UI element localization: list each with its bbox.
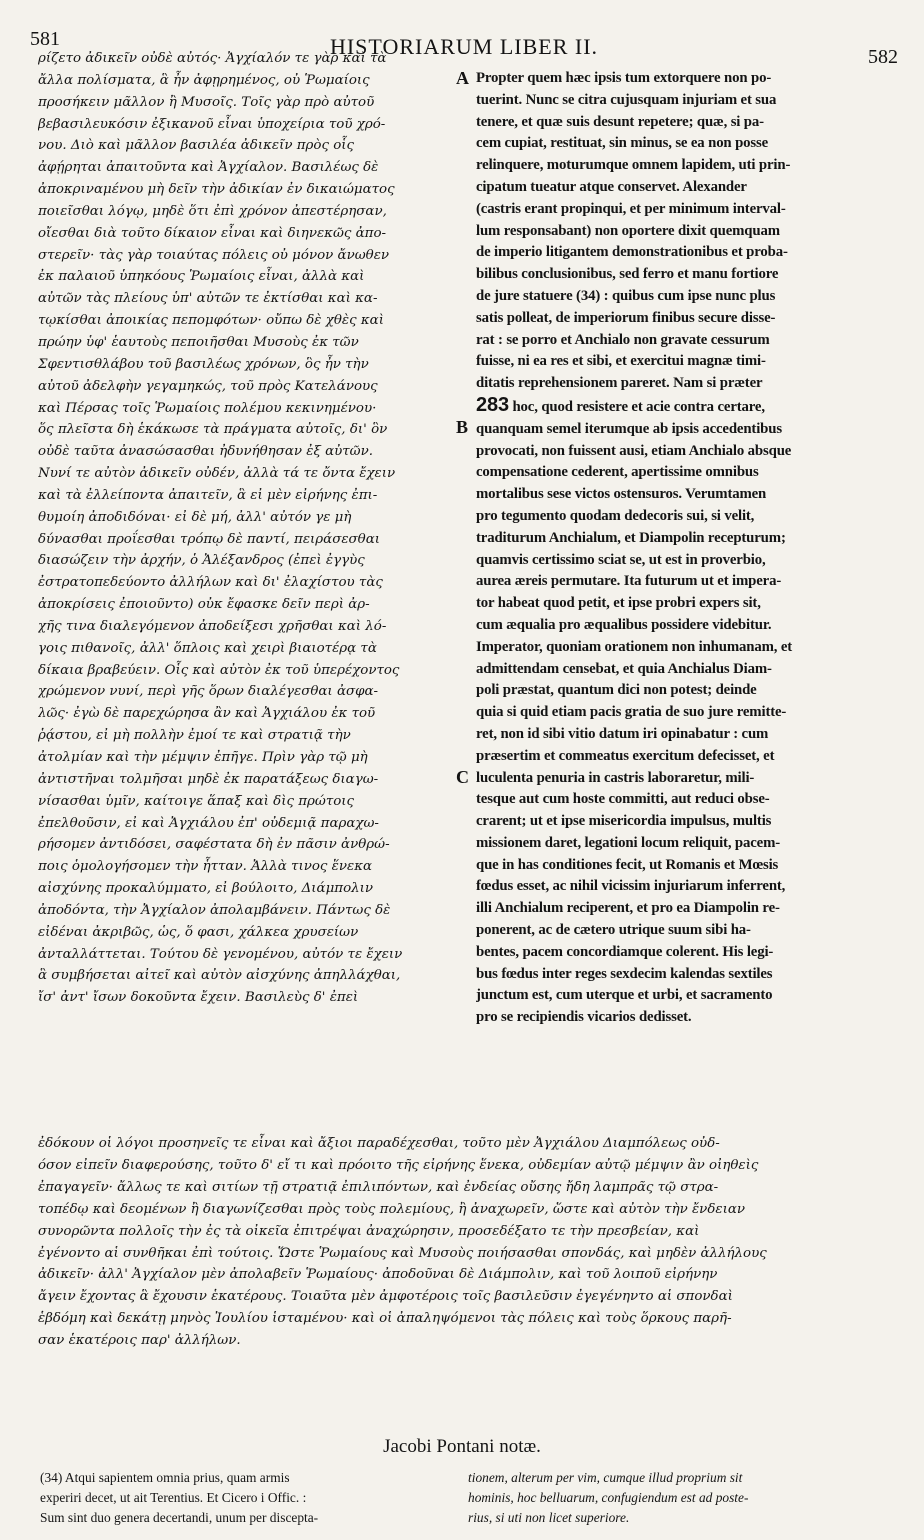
latin-line: provocati, non fuissent ausi, etiam Anchialo absque bbox=[476, 442, 792, 459]
greek-line: ρήσομεν ἀντιδόσει, σαφέστατα δὴ ἐν πᾶσιν ἀνθρώ- bbox=[38, 837, 390, 853]
latin-line: tesque aut cum hoste committi, aut reduci obse- bbox=[476, 791, 770, 808]
greek-line: βεβασιλευκόσιν ἐξικανοῦ εἶναι ὑποχείρια τοῦ χρό- bbox=[38, 116, 386, 132]
latin-line: præsertim et commeatus exercitum defecisset, et bbox=[476, 747, 775, 764]
latin-line: Propter quem hæc ipsis tum extorquere non po- bbox=[476, 70, 772, 86]
latin-line: 283 hoc, quod resistere et acie contra certare, bbox=[476, 394, 765, 416]
greek-line: ἐγένοντο αἱ συνθῆκαι ἐπὶ τούτοις. Ὥστε Ῥωμαίους καὶ Μυσοὺς ποιήσασθαι σπονδάς, καὶ μηδὲν ἀλλήλους bbox=[38, 1245, 767, 1261]
greek-line: νίσασθαι ὑμῖν, καίτοιγε ἅπαξ καὶ δὶς πρώτοις bbox=[38, 793, 355, 809]
latin-line: cum æqualia pro æqualibus possidere videbitur. bbox=[476, 616, 772, 633]
greek-line: τῳκίσθαι ἀποικίας πεπομφότων· οὔπω δὲ χθὲς καὶ bbox=[38, 313, 384, 329]
footnote-line: experiri decet, ut ait Terentius. Et Cicero i Offic. : bbox=[40, 1490, 307, 1505]
greek-line: ἀποκρίσεις ἐποιοῦντο) οὐκ ἔφασκε δεῖν περὶ ἀρ- bbox=[38, 597, 370, 613]
greek-line: ἃ συμβήσεται αἰτεῖ καὶ αὐτὸν αἰσχύνης ἀπηλλάχθαι, bbox=[38, 968, 401, 984]
latin-line: (castris erant propinqui, et per minimum interval- bbox=[476, 200, 786, 217]
greek-text-full-width bbox=[38, 1133, 890, 1352]
footnote-line: (34) Atqui sapientem omnia prius, quam armis bbox=[40, 1470, 290, 1485]
latin-line: cipatum tueatur atque conservet. Alexander bbox=[476, 178, 747, 195]
latin-line: tenere, et quæ suis desunt repetere; quæ, si pa- bbox=[476, 113, 764, 130]
greek-line: οἴεσθαι διὰ τοῦτο δίκαιον εἶναι καὶ διηνεκῶς ἀπο- bbox=[38, 225, 387, 241]
greek-line: ἐδόκουν οἱ λόγοι προσηνεῖς τε εἶναι καὶ ἄξιοι παραδέχεσθαι, τοῦτο μὲν Ἀγχιάλου Διαμπόλεως οὐδ- bbox=[38, 1136, 720, 1151]
greek-line: νου. Διὸ καὶ μᾶλλον βασιλέα ἀδικεῖν πρὸς οἷς bbox=[38, 138, 355, 154]
latin-line: junctum est, cum uterque et urbi, et sacramento bbox=[476, 987, 773, 1004]
page-reference-number: 283 bbox=[476, 394, 509, 416]
greek-line: στερεῖν· τὰς γὰρ τοιαύτας πόλεις οὐ μόνον ἄνωθεν bbox=[38, 247, 390, 263]
latin-line: quia si quid etiam pacis gratia de suo jure remitte- bbox=[476, 704, 787, 721]
latin-line: ponerent, ac de cætero utrique suum sibi ha- bbox=[476, 922, 751, 939]
greek-line: καὶ τὰ ἐλλείποντα ἀπαιτεῖν, ἃ εἰ μὲν εἰρήνης ἐπι- bbox=[38, 487, 378, 503]
latin-line: Imperator, quoniam orationem non inhumanam, et bbox=[476, 638, 793, 655]
greek-line: θυμοίη ἀποδιδόναι· εἰ δὲ μή, ἀλλ' αὐτόν γε μὴ bbox=[38, 509, 352, 525]
latin-line: missionem daret, legationi locum reliquit, pacem- bbox=[476, 834, 781, 851]
greek-line: ἀφῄρηται ἀπαιτοῦντα καὶ Ἀγχίαλον. Βασιλέως δὲ bbox=[38, 160, 379, 176]
latin-line: bilibus conclusionibus, sed ferro et manu fortiore bbox=[476, 266, 779, 283]
latin-line: ditatis reprehensionem pareret. Nam si præter bbox=[476, 375, 763, 392]
latin-line: rat : se porro et Anchialo non gravate cessurum bbox=[476, 331, 770, 348]
footnote-line: hominis, hoc belluarum, confugiendum est ad poste- bbox=[468, 1490, 749, 1505]
latin-line: tuerint. Nunc se citra cujusquam injuriam et sua bbox=[476, 91, 777, 108]
latin-line: bentes, pacem concordiamque colerent. His legi- bbox=[476, 943, 774, 960]
greek-line: Σφεντισθλάβου τοῦ βασιλέως χρόνων, ὃς ἦν τὴν bbox=[38, 356, 369, 372]
greek-line: σαν ἑκατέροις παρ' ἀλλήλων. bbox=[38, 1333, 241, 1349]
latin-line: tor habeat quod petit, et ipse probri expers sit, bbox=[476, 595, 761, 612]
latin-line: de imperio litigantem demonstrationibus et proba- bbox=[476, 244, 788, 261]
greek-line: ἴσ' ἀντ' ἴσων δοκοῦντα ἔχειν. Βασιλεὺς δ' ἐπεὶ bbox=[38, 990, 359, 1006]
greek-line: ἐκ παλαιοῦ ὑπηκόους Ῥωμαίοις εἶναι, ἀλλὰ καὶ bbox=[38, 269, 365, 285]
greek-line: ἑβδόμη καὶ δεκάτῃ μηνὸς Ἰουλίου ἱσταμένου· καὶ οἱ ἀπαληψόμενοι τὰς πόλεις καὶ τοὺς ὅρκους παρῆ- bbox=[38, 1311, 732, 1327]
latin-line: traditurum Anchialum, et Diampolin recepturum; bbox=[476, 529, 786, 546]
greek-line: ἀντιστῆναι τολμῆσαι μηδὲ ἐκ παρατάξεως διαγω- bbox=[38, 771, 379, 787]
greek-line: διασώζειν τὴν ἀρχήν, ὁ Ἀλέξανδρος (ἐπεὶ ἐγγὺς bbox=[38, 553, 365, 569]
greek-line: χῆς τινα διαλεγόμενον ἀποδείξεσι χρῆσθαι καὶ λό- bbox=[38, 618, 387, 634]
greek-line: γοις πιθανοῖς, ἀλλ' ὅπλοις καὶ χειρὶ βιαιοτέρᾳ τὰ bbox=[38, 640, 377, 656]
greek-text-column bbox=[38, 48, 452, 1009]
greek-line: ἄλλα πολίσματα, ἃ ἦν ἀφῃρημένος, οὐ Ῥωμαίοις bbox=[38, 72, 370, 88]
greek-line: ἀποδόντα, τὴν Ἀγχίαλον ἀπολαμβάνειν. Πάντως δὲ bbox=[38, 902, 391, 918]
section-marker-c: C bbox=[456, 767, 469, 787]
greek-line: συνορῶντα πολλοῖς τὴν ἐς τὰ οἰκεῖα ἐπιτρέψαι ἀναχώρησιν, προσεδέξατο τε τὴν πρεσβείαν, καὶ bbox=[38, 1223, 700, 1239]
latin-line: quamvis certissimo sciat se, ut est in proverbio, bbox=[476, 551, 766, 568]
greek-line: δύνασθαι προΐεσθαι τρόπῳ δὲ παντί, πειράσεσθαι bbox=[38, 531, 381, 547]
greek-line: οὐδὲ ταῦτα ἀνασώσασθαι ἠδυνήθησαν ἐξ αὐτῶν. bbox=[38, 444, 374, 460]
latin-line: de jure statuere (34) : quibus cum ipse nunc plus bbox=[476, 287, 776, 304]
notes-heading: Jacobi Pontani notæ. bbox=[383, 1436, 541, 1457]
greek-line: όσον εἰπεῖν διαφερούσης, τοῦτο δ' εἴ τι καὶ πρόοιτο τῆς εἰρήνης ἕνεκα, οὐδεμίαν αὐτῷ μέμψιν ἂν οἰηθεὶς bbox=[38, 1157, 759, 1173]
latin-line: poli præstat, quantum dici non potest; deinde bbox=[476, 682, 757, 699]
latin-translation-column bbox=[476, 68, 892, 1029]
greek-line: καὶ Πέρσας τοῖς Ῥωμαίοις πολέμου κεκινημένου· bbox=[38, 400, 377, 416]
latin-line: pro se recipiendis vicarios dedisset. bbox=[476, 1009, 692, 1026]
latin-line: lum responsabant) non oportere dixit quemquam bbox=[476, 222, 780, 239]
greek-line: χρώμενον νυνί, περὶ γῆς ὅρων διαλέγεσθαι ἀσφα- bbox=[38, 684, 379, 700]
latin-line: fuisse, ni ea res et sibi, et exercitui magnæ timi- bbox=[476, 353, 766, 370]
greek-line: ἀτολμίαν καὶ τὴν μέμψιν ἐπῆγε. Πρὶν γὰρ τῷ μὴ bbox=[38, 750, 368, 765]
footnote-line: rius, si uti non licet superiore. bbox=[468, 1510, 630, 1525]
latin-line: illi Anchialum reciperent, et pro ea Diampolin re- bbox=[476, 900, 780, 917]
greek-line: πρώην ὑφ' ἑαυτοὺς πεποιῆσθαι Μυσοὺς ἐκ τῶν bbox=[38, 334, 359, 350]
footnote-left-column bbox=[40, 1468, 456, 1528]
footnote-line: Sum sint duo genera decertandi, unum per discepta- bbox=[40, 1510, 319, 1525]
running-title: HISTORIARUM LIBER II. bbox=[329, 34, 599, 59]
page-number-left: 581 bbox=[30, 28, 60, 50]
latin-line: compensatione cederent, apertissime omnibus bbox=[476, 464, 759, 481]
greek-line: ρίζετο ἀδικεῖν οὐδὲ αὐτός· Ἀγχίαλόν τε γὰρ καὶ τὰ bbox=[38, 51, 387, 66]
greek-line: αἰσχύνης προκαλύμματο, εἰ βούλοιτο, Διάμπολιν bbox=[38, 881, 374, 897]
footnote-line: tionem, alterum per vim, cumque illud proprium sit bbox=[468, 1470, 743, 1485]
greek-line: τοπέδῳ καὶ δεομένων ἢ διαγωνίζεσθαι πρὸς τοὺς πολεμίους, ἢ ἀναχωρεῖν, ὥστε καὶ αὐτὸν τὴν ἔνδειαν bbox=[38, 1201, 746, 1217]
latin-line: mortalibus sese victos ostensuros. Verumtamen bbox=[476, 486, 767, 503]
greek-line: ἐπελθοῦσιν, εἰ καὶ Ἀγχιάλου ἐπ' οὐδεμιᾷ παραχω- bbox=[38, 815, 379, 831]
latin-line: quanquam semel iterumque ab ipsis accedentibus bbox=[476, 420, 782, 437]
page-number-right: 582 bbox=[868, 46, 898, 68]
greek-line: ἐπαγαγεῖν· ἄλλως τε καὶ σιτίων τῇ στρατιᾷ ἐπιλιπόντων, καὶ ἐνδείας οὔσης ἤδη λαμπρᾶς τῷ στρα- bbox=[38, 1179, 719, 1195]
greek-line: ῥᾴστου, εἰ μὴ πολλὴν ἐμοί τε καὶ στρατιᾷ τὴν bbox=[38, 728, 351, 744]
greek-line: ἐστρατοπεδεύοντο ἀλλήλων καὶ δι' ἐλαχίστου τὰς bbox=[38, 575, 383, 591]
greek-line: ἀνταλλάττεται. Τούτου δὲ γενομένου, αὐτόν τε ἔχειν bbox=[38, 946, 403, 962]
greek-line: ποις ὁμολογήσομεν τὴν ἧτταν. Ἀλλὰ τινος ἕνεκα bbox=[38, 859, 373, 875]
greek-line: ἄγειν ἔχοντας ἃ ἔχουσιν ἑκατέρους. Τοιαῦτα μὲν ἀμφοτέροις τοῖς βασιλεῦσιν ἐγεγένηντο αἱ σπονδαὶ bbox=[38, 1289, 733, 1305]
greek-line: ἀποκριναμένου μὴ δεῖν τὴν ἀδικίαν ἐν δικαιώματος bbox=[38, 182, 395, 198]
greek-line: αὐτῶν τὰς πλείους ὑπ' αὐτῶν τε ἐκτίσθαι καὶ κα- bbox=[38, 291, 378, 307]
latin-line: luculenta penuria in castris laboraretur, mili- bbox=[476, 769, 755, 786]
greek-line: δίκαια βραβεύειν. Οἷς καὶ αὐτὸν ἐκ τοῦ ὑπερέχοντος bbox=[38, 662, 400, 678]
section-marker-a: A bbox=[456, 68, 469, 88]
footnote-right-column bbox=[468, 1468, 888, 1528]
latin-line: cem cupiat, restituat, sin minus, se ea non posse bbox=[476, 135, 769, 152]
latin-line: bus fœdus inter reges sexdecim kalendas sextiles bbox=[476, 965, 773, 982]
latin-line: ret, non id sibi vitio datum iri opinabatur : cum bbox=[476, 725, 769, 742]
latin-line: relinquere, moturumque omnem lapidem, uti prin- bbox=[476, 157, 791, 174]
latin-line: pro tegumento quodam dedecoris sui, si velit, bbox=[476, 507, 755, 524]
greek-line: ἀδικεῖν· ἀλλ' Ἀγχίαλον μὲν ἀπολαβεῖν Ῥωμαίους· ἀποδοῦναι δὲ Διάμπολιν, καὶ τοῦ λοιποῦ εἰρήνην bbox=[38, 1267, 718, 1283]
latin-line: satis polleat, de imperiorum finibus secure disse- bbox=[476, 309, 776, 326]
latin-line: que in has conditiones fecit, ut Romanis et Mœsis bbox=[476, 856, 779, 873]
greek-line: ποιεῖσθαι λόγῳ, μηδὲ ὅτι ἐπὶ χρόνον ἀπεστέρησαν, bbox=[38, 203, 387, 219]
greek-line: αὐτοῦ ἀδελφὴν γεγαμηκώς, τοῦ πρὸς Κατελάνους bbox=[38, 378, 378, 394]
greek-line: Νυνί τε αὐτὸν ἀδικεῖν οὐδέν, ἀλλὰ τά τε ὄντα ἔχειν bbox=[38, 466, 396, 482]
greek-line: ὅς πλεῖστα δὴ ἑκάκωσε τὰ πράγματα αὐτοῖς, δι' ὃν bbox=[38, 422, 388, 438]
latin-line: fœdus esset, ac nihil vicissim injuriarum inferrent, bbox=[476, 878, 786, 895]
latin-line: admittendam censebat, et quia Anchialus Diam- bbox=[476, 660, 772, 677]
latin-line: crarent; ut et ipse misericordia impulsus, multis bbox=[476, 813, 772, 830]
section-marker-b: B bbox=[456, 417, 469, 437]
greek-line: εἰδέναι ἀκριβῶς, ὡς, ὅ φασι, χάλκεα χρυσείων bbox=[38, 924, 359, 940]
greek-line: προσήκειν μᾶλλον ἢ Μυσοῖς. Τοῖς γὰρ πρὸ αὐτοῦ bbox=[38, 94, 375, 110]
latin-line: aurea æreis permutare. Ita futurum ut et impera- bbox=[476, 573, 782, 590]
greek-line: λῶς· ἐγὼ δὲ παρεχώρησα ἂν καὶ Ἀγχιάλου ἐκ τοῦ bbox=[38, 706, 376, 722]
